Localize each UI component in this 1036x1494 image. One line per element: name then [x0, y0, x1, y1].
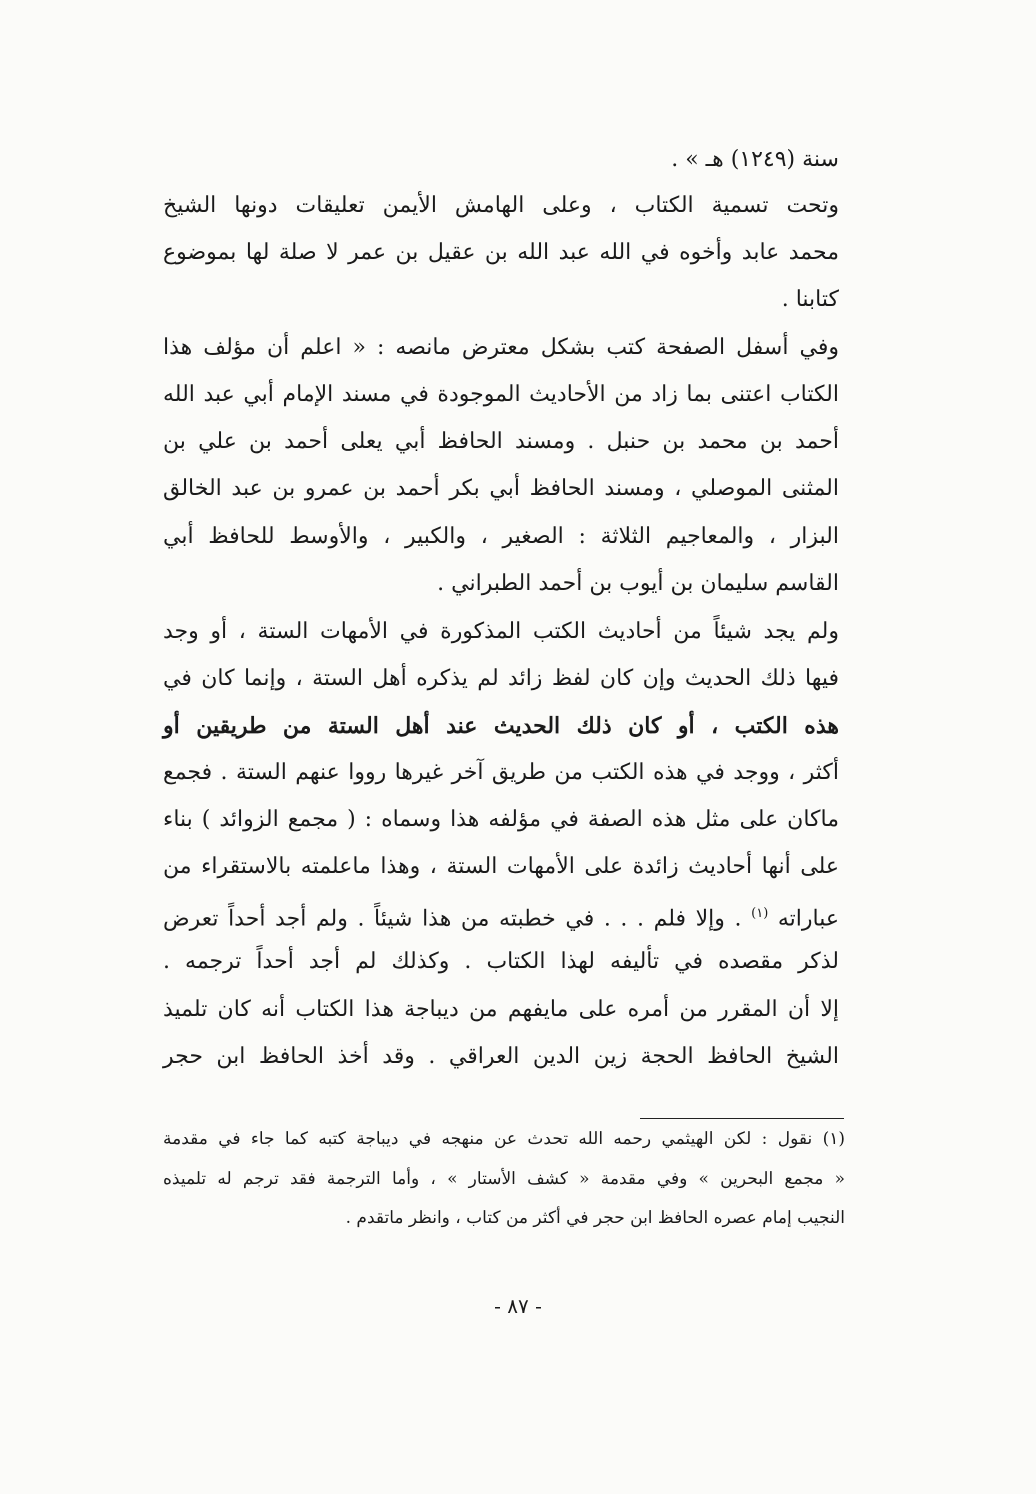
- body-text: عباراته: [777, 906, 839, 932]
- body-line: محمد عابد وأخوه في الله عبد الله بن عقيل بن عمر لا صلة لها بموضوع: [163, 240, 839, 265]
- body-line: البزار ، والمعاجيم الثلاثة : الصغير ، والكبير ، والأوسط للحافظ أبي: [163, 524, 839, 549]
- body-line: أحمد بن محمد بن حنبل . ومسند الحافظ أبي يعلى أحمد بن علي بن: [163, 429, 839, 454]
- body-line: سنة (١٢٤٩) هـ » .: [671, 147, 839, 172]
- footnote-line: النجيب إمام عصره الحافظ ابن حجر في أكثر من كتاب ، وانظر ماتقدم .: [345, 1208, 845, 1228]
- body-line: هذه الكتب ، أو كان ذلك الحديث عند أهل الستة من طريقين أو: [163, 713, 839, 739]
- body-line: القاسم سليمان بن أيوب بن أحمد الطبراني .: [437, 571, 839, 596]
- body-line: أكثر ، ووجد في هذه الكتب من طريق آخر غيرها رووا عنهم الستة . فجمع: [163, 760, 839, 785]
- body-line: لذكر مقصده في تأليفه لهذا الكتاب . وكذلك لم أجد أحداً ترجمه .: [163, 949, 839, 974]
- page-number: - ٨٧ -: [494, 1294, 542, 1318]
- body-line: على أنها أحاديث زائدة على الأمهات الستة ، وهذا ماعلمته بالاستقراء من: [163, 854, 839, 879]
- footnote-reference[interactable]: (١): [751, 906, 769, 921]
- footnote-line: « مجمع البحرين » وفي مقدمة « كشف الأستار » ، وأما الترجمة فقد ترجم له تلميذه: [163, 1169, 845, 1189]
- body-line: المثنى الموصلي ، ومسند الحافظ أبي بكر أحمد بن عمرو بن عبد الخالق: [163, 476, 839, 501]
- body-line: الشيخ الحافظ الحجة زين الدين العراقي . وقد أخذ الحافظ ابن حجر: [163, 1044, 839, 1069]
- body-line: إلا أن المقرر من أمره على مايفهم من ديباجة هذا الكتاب أنه كان تلميذ: [163, 997, 839, 1022]
- body-line: ماكان على مثل هذه الصفة في مؤلفه هذا وسماه : ( مجمع الزوائد ) بناء: [163, 807, 839, 832]
- body-line: وفي أسفل الصفحة كتب بشكل معترض مانصه : « اعلم أن مؤلف هذا: [163, 335, 839, 360]
- body-line: وتحت تسمية الكتاب ، وعلى الهامش الأيمن تعليقات دونها الشيخ: [163, 193, 839, 218]
- body-text: . وإلا فلم . . . في خطبته من هذا شيئاً . ولم أجد أحداً تعرض: [163, 906, 742, 932]
- footnote-line: (١) نقول : لكن الهيثمي رحمه الله تحدث عن منهجه في ديباجة كتبه كما جاء في مقدمة: [163, 1129, 845, 1149]
- body-line: ولم يجد شيئاً من أحاديث الكتب المذكورة في الأمهات الستة ، أو وجد: [163, 619, 839, 644]
- body-line-with-footnote-mark: [163, 899, 839, 934]
- footnote-separator: [640, 1118, 844, 1119]
- body-line: كتابنا .: [781, 287, 839, 312]
- body-line: فيها ذلك الحديث وإن كان لفظ زائد لم يذكره أهل الستة ، وإنما كان في: [163, 666, 839, 691]
- body-line: الكتاب اعتنى بما زاد من الأحاديث الموجودة في مسند الإمام أبي عبد الله: [163, 382, 839, 407]
